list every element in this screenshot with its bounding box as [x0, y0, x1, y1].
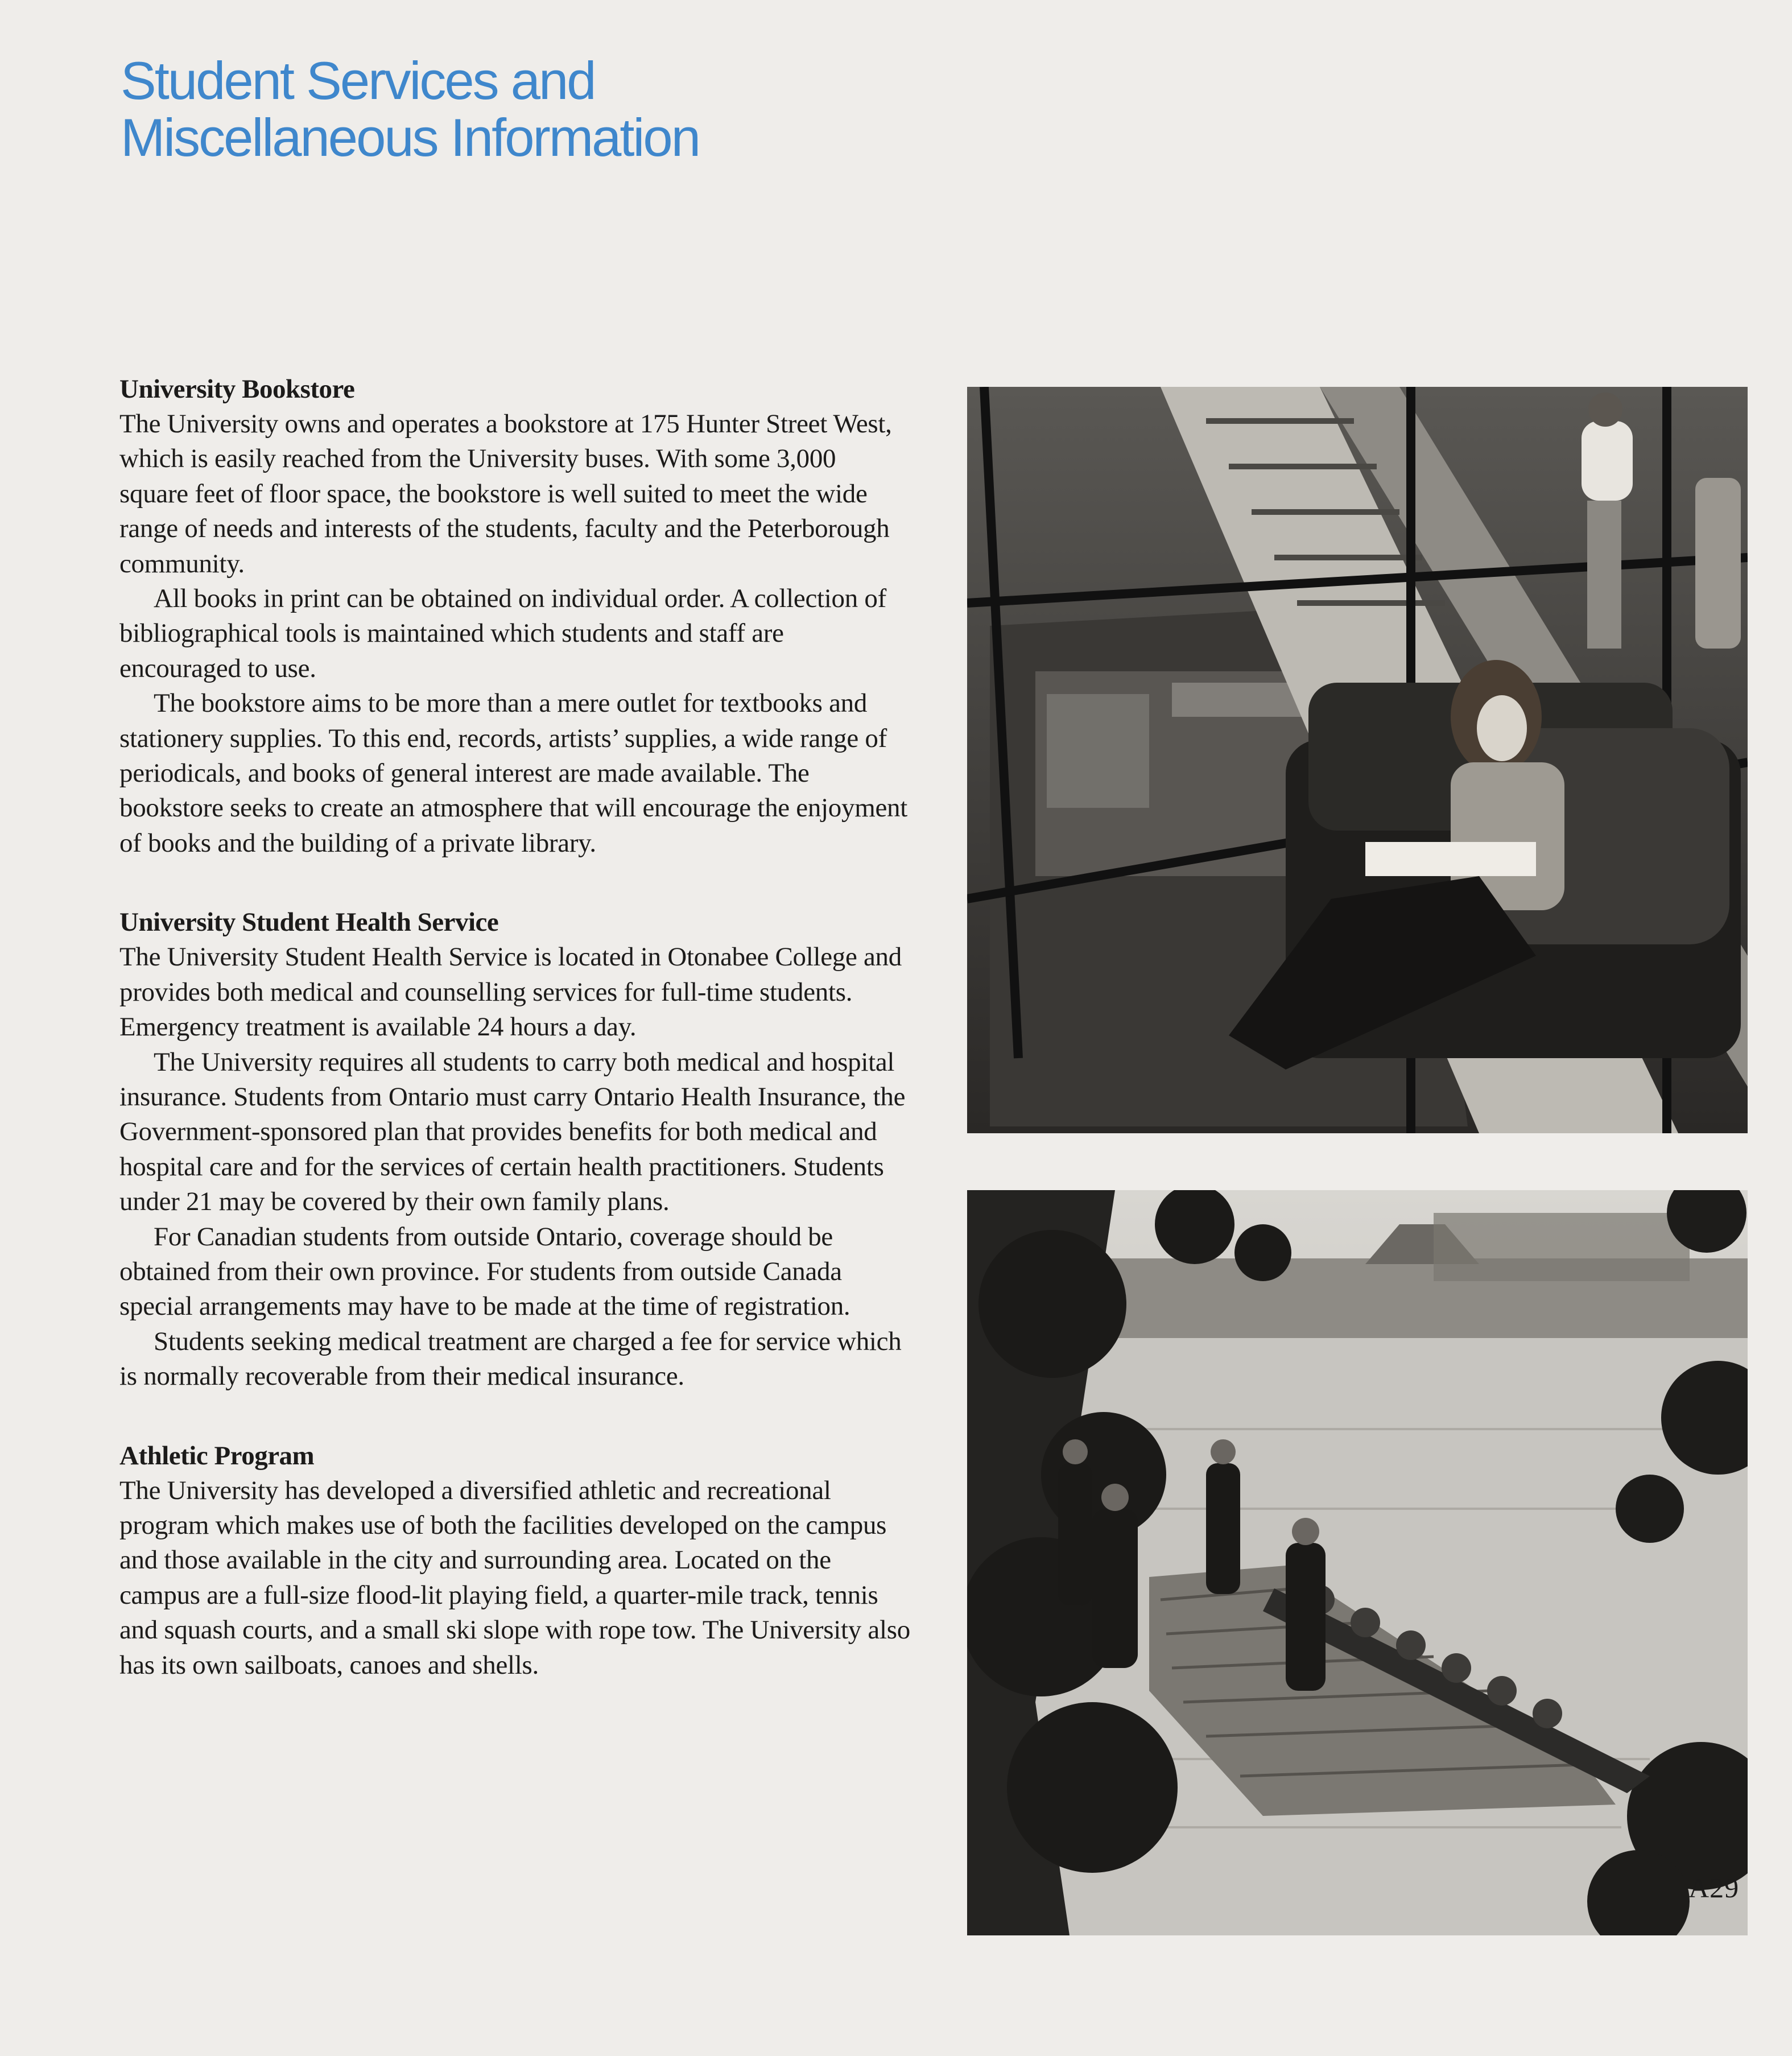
page-number: A29: [1688, 1872, 1740, 1904]
rowing-dock-photo: [967, 1190, 1748, 1935]
athletic-paragraph-1: The University has developed a diversified athletic and recreational program which makes use of both the facilities developed on the campus and those available in the city and surrounding area. Located on the campus are a full-size flood-lit playing field, a quarter-mile track, tennis and squash courts, and a small ski slope with rope tow. The University also has its own sailboats, canoes and shells.: [119, 1475, 910, 1680]
bookstore-reading-photo: [967, 387, 1748, 1133]
bookstore-paragraph-1: The University owns and operates a bookstore at 175 Hunter Street West, which is easily reached from the University buses. With some 3,000 square feet of floor space, the bookstore is well suited to meet the wide range of needs and interests of the students, faculty and the Peterborough community.: [119, 409, 892, 579]
health-paragraph-1: The University Student Health Service is located in Otonabee College and provides both medical and counselling services for full-time students. Emergency treatment is available 24 hours a day.: [119, 942, 902, 1042]
page-title-line-2: Miscellaneous Information: [121, 108, 699, 167]
bookstore-reading-illustration: [967, 387, 1748, 1133]
section-athletic: [119, 1439, 910, 1683]
section-bookstore: [119, 372, 910, 861]
section-health: [119, 905, 910, 1394]
athletic-heading: Athletic Program: [119, 1440, 315, 1471]
bookstore-paragraph-3: The bookstore aims to be more than a mere outlet for textbooks and stationery supplies. To this end, records, artists’ supplies, a wide range of periodicals, and books of general interest are made available. The bookstore seeks to create an atmosphere that will encourage the enjoyment of books and the building of a private library.: [119, 688, 907, 858]
bookstore-heading: University Bookstore: [119, 374, 355, 404]
health-paragraph-2: The University requires all students to carry both medical and hospital insurance. Students from Ontario must carry Ontario Health Insurance, the Government-sponsored plan that provides benefits for both medical and hospital care and for the services of certain health practitioners. Students under 21 may be covered by their own family plans.: [119, 1047, 906, 1217]
page-title-line-1: Student Services and: [121, 51, 595, 110]
rowing-dock-illustration: [967, 1190, 1748, 1935]
text-column: [119, 372, 910, 1727]
health-paragraph-3: For Canadian students from outside Ontario, coverage should be obtained from their own province. For students from outside Canada special arrangements may have to be made at the time of registration.: [119, 1221, 850, 1322]
page-title: [121, 52, 974, 166]
health-heading: University Student Health Service: [119, 907, 499, 938]
bookstore-paragraph-2: All books in print can be obtained on individual order. A collection of bibliographical tools is maintained which students and staff are encouraged to use.: [119, 584, 886, 683]
health-paragraph-4: Students seeking medical treatment are charged a fee for service which is normally recoverable from their medical insurance.: [119, 1326, 902, 1392]
